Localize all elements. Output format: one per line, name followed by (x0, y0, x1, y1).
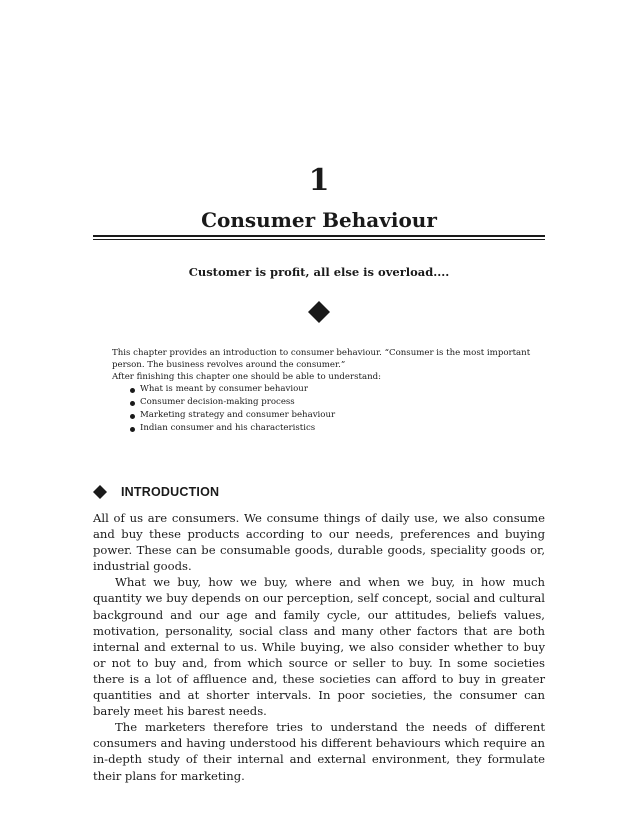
bullet-icon (130, 401, 135, 406)
objective-text: Consumer decision-making process (140, 397, 295, 407)
bullet-icon (130, 388, 135, 393)
body-paragraph: The marketers therefore tries to understand the needs of different consumers and having understood his different behaviours which require an in-depth study of their internal and external environment, they formulate their plans for marketing. (93, 720, 545, 783)
objective-item (130, 383, 532, 396)
body-paragraph: All of us are consumers. We consume things of daily use, we also consume and buy these products according to our needs, preferences and buying power. These can be consumable goods, durable goods, speciality goods or, industrial goods. (93, 511, 545, 574)
objective-text: What is meant by consumer behaviour (140, 384, 308, 394)
body-paragraph: What we buy, how we buy, where and when we buy, in how much quantity we buy depends on our perception, self concept, social and cultural background and our age and family cycle, our attitudes, beliefs values, motivation, personality, social class and many other factors that are both internal and external to us. While buying, we also consider whether to buy or not to buy and, from which source or seller to buy. In some societies there is a lot of affluence and, these societies can afford to buy in greater quantities and at shorter intervals. In poor societies, the consumer can barely meet his barest needs. (93, 575, 545, 719)
chapter-number: 1 (308, 163, 330, 198)
title-rule-thick (93, 235, 545, 237)
objective-item (130, 422, 532, 435)
section-body (93, 510, 545, 784)
chapter-overview (112, 347, 532, 435)
overview-text: This chapter provides an introduction to consumer behaviour. “Consumer is the most important person. The business revolves around the consumer.” (112, 348, 531, 370)
bullet-icon (130, 414, 135, 419)
epigraph: Customer is profit, all else is overload.... (188, 265, 450, 279)
objective-text: Indian consumer and his characteristics (140, 423, 316, 433)
objectives-list (112, 383, 532, 435)
section-heading-label: INTRODUCTION (121, 485, 220, 499)
diamond-bullet-icon (93, 485, 107, 499)
chapter-title: Consumer Behaviour (201, 208, 437, 232)
section-heading (93, 482, 219, 502)
title-rule-thin (93, 239, 545, 240)
objective-text: Marketing strategy and consumer behaviour (140, 410, 336, 420)
overview-lead-in: After finishing this chapter one should be able to understand: (112, 372, 382, 382)
bullet-icon (130, 427, 135, 432)
diamond-ornament-icon (308, 301, 330, 323)
objective-item (130, 409, 532, 422)
objective-item (130, 396, 532, 409)
